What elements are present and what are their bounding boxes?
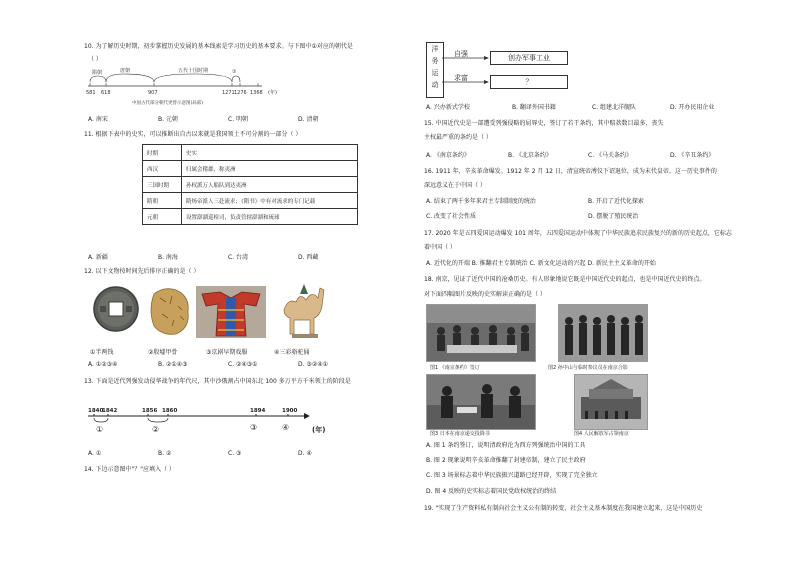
q14-option-b: B. 翻译外国书籍 xyxy=(512,104,556,111)
diagram-side-char: 洋 xyxy=(431,45,439,53)
q14-option-c: C. 组建北洋舰队 xyxy=(592,104,637,111)
q11-option-d: D. 西藏 xyxy=(298,254,319,261)
q10-option-d: D. 清朝 xyxy=(298,116,319,123)
q11-stem: 11. 根据下表中的史实，可以推断出自古以来就是我国领土不可分割的一部分（ ） xyxy=(84,131,302,138)
japan-surrender-photo xyxy=(426,374,536,430)
q12-option-d: D. ③②④① xyxy=(298,361,328,368)
q18-option-a: A. 图 1 条约签订，说明清政府沦为西方列强统治中国的工具 xyxy=(426,442,586,449)
q11-table xyxy=(142,144,358,225)
q10-year-581: 581 xyxy=(86,90,96,96)
q15-option-c: C. 《马关条约》 xyxy=(588,152,633,159)
table-row xyxy=(143,177,358,193)
q10-bracket-tang xyxy=(106,74,154,82)
q12-stem: 12. 以下文物按时间先后排序正确的是（ ） xyxy=(84,268,200,275)
table-row xyxy=(143,161,358,177)
diagram-bottom-box: ？ xyxy=(490,75,568,89)
q13-year-1860: 1860 xyxy=(162,408,178,414)
q16-stem: 16. 1911 年，辛亥革命爆发。1912 年 2 月 12 日，清宣统帝溥仪下诏退位，成为末代皇帝。这一历史事件的 xyxy=(424,168,717,175)
table-cell: 西汉 xyxy=(143,161,182,177)
diagram-side-char: 运 xyxy=(431,69,439,77)
q10-year-618: 618 xyxy=(101,90,111,96)
q10-bracket-wudai xyxy=(154,74,232,82)
q10-bracket-sui xyxy=(90,76,106,82)
q10-bracket-1 xyxy=(232,76,240,82)
q15-option-a: A. 《南京条约》 xyxy=(426,152,470,159)
pla-nanjing-photo xyxy=(574,374,648,430)
q13-stem: 13. 下面是近代列强发动侵华战争的年代尺，其中沙俄割占中国东北 100 多万平方千米领土的阶段是 xyxy=(84,378,351,385)
q10-year-907: 907 xyxy=(148,90,158,96)
diagram-bottom-left: 求富 xyxy=(454,74,468,82)
q10-year-1276: 1276 xyxy=(234,90,247,96)
q12-option-b: B. ②①④③ xyxy=(158,361,188,368)
q13-year-1840: 1840 xyxy=(88,408,104,414)
q10-stem: 10. 为了解历史时期，初步掌握历史发展的基本线索是学习历史的基本要求。与下图中①对应的朝代是 xyxy=(84,43,353,50)
q12-option-a: A. ①②③④ xyxy=(88,361,118,368)
table-cell: 孙权派万人船队到达夷洲 xyxy=(182,177,358,193)
q16-option-d: D. 摆脱了殖民统治 xyxy=(588,213,639,220)
diagram-side-char: 务 xyxy=(431,57,439,65)
q10-label-sui: 隋朝 xyxy=(92,70,103,76)
diagram-top-left: 自强 xyxy=(454,50,468,58)
q18-option-b: B. 图 2 现象说明辛亥革命推翻了封建帝制，建立了民主政府 xyxy=(426,457,586,464)
q13-option-c: C. ③ xyxy=(228,450,242,457)
q15-option-d: D. 《辛丑条约》 xyxy=(670,152,715,159)
q17-stem: 17. 2020 年是五四爱国运动爆发 101 周年，五四爱国运动中体现了中华民族追求民族复兴的新的历史起点，它标志 xyxy=(424,230,732,237)
table-row xyxy=(143,209,358,225)
q14-option-a: A. 兴办新式学校 xyxy=(426,104,470,111)
tricolor-camel-image xyxy=(274,280,330,340)
q16-option-a: A. 结束了两千多年来君主专制制度的统治 xyxy=(426,198,536,205)
q16-option-c: C. 改变了社会性质 xyxy=(426,213,477,220)
q17-stem-2: 着中国（ ） xyxy=(424,244,456,251)
q15-stem: 15. 中国近代史是一部遭受列强侵略的屈辱史，签订了若干条约，其中赔款数目最多，丧失 xyxy=(424,120,664,127)
q10-paren: （ ） xyxy=(88,56,102,63)
q13-timeline xyxy=(84,404,384,440)
q12-caption-3: ③京剧早期戏服 xyxy=(206,349,248,356)
table-row xyxy=(143,145,358,161)
q12-caption-1: ①半两钱 xyxy=(90,349,114,356)
q15-option-b: B. 《北京条约》 xyxy=(508,152,552,159)
q13-year-1894: 1894 xyxy=(250,408,266,414)
q10-label-1: ① xyxy=(232,69,237,75)
q13-mark-1: ① xyxy=(96,425,104,434)
q16-option-b: B. 开启了近代化探索 xyxy=(588,198,644,205)
q12-option-c: C. ②④③① xyxy=(228,361,258,368)
q10-option-b: B. 元朝 xyxy=(158,116,178,123)
q10-caption: 中国古代部分朝代更替示意图(局部) xyxy=(132,101,204,106)
q13-axis-arrow xyxy=(304,413,310,419)
q10-option-c: C. 明朝 xyxy=(228,116,249,123)
table-header-cell: 史实 xyxy=(182,145,358,161)
q18-caption-1: 图1 《南京条约》签订 xyxy=(430,365,480,371)
q18-caption-4: 图4 人民解放军占领南京 xyxy=(574,431,629,437)
q13-unit: (年) xyxy=(312,426,326,434)
table-cell: 设置澎湖巡检司，负责管辖澎湖和琉球 xyxy=(182,209,358,225)
table-cell: 归属会稽郡，称夷洲 xyxy=(182,161,358,177)
q18-stem: 18. 南京，见证了近代中国的沧桑历史。有人形象地说它既是中国近代史的起点，也是中国近代史的终点。 xyxy=(424,276,706,283)
ban-liang-coin-image xyxy=(90,282,146,338)
q14-option-d: D. 开办民用企业 xyxy=(670,104,715,111)
q10-year-1368: 1368 xyxy=(250,90,263,96)
q10-unit: (年) xyxy=(268,90,277,96)
table-cell: 隋朝 xyxy=(143,193,182,209)
q19-stem: 19. "实现了生产资料私有制向社会主义公有制的转变，社会主义基本制度在我国建立起来，这是中国历史 xyxy=(424,505,703,512)
q18-caption-3: 图3 日本在南京递交投降书 xyxy=(430,431,490,437)
treaty-of-nanjing-photo xyxy=(426,304,536,362)
q13-option-a: A. ① xyxy=(88,450,102,457)
q10-label-tang: 唐朝 xyxy=(120,68,131,74)
q11-option-c: C. 台湾 xyxy=(228,254,249,261)
q14-stem: 14. 下边示意图中"？"应填入（ ） xyxy=(84,466,175,473)
q10-year-1271: 1271 xyxy=(222,90,235,96)
table-header-cell: 时期 xyxy=(143,145,182,161)
q10-timeline xyxy=(84,66,284,112)
q15-stem-2: 主权最严重的条约是（ ） xyxy=(424,134,492,141)
sun-yat-sen-photo xyxy=(558,304,648,362)
q18-option-c: C. 图 3 场景标志着中华民族振兴道路已经开辟，实现了完全独立 xyxy=(426,472,598,479)
diagram-top-box: 创办军事工业 xyxy=(490,51,568,65)
q13-mark-3: ③ xyxy=(250,423,258,432)
opera-costume-image xyxy=(196,286,266,338)
table-cell: 元朝 xyxy=(143,209,182,225)
q17-options: A. 近代化的开端 B. 推翻君主专制统治 C. 新文化运动的兴起 D. 新民主主义革命的开始 xyxy=(426,260,656,267)
q13-year-1856: 1856 xyxy=(142,408,158,414)
q16-stem-2: 深远意义在于中国（ ） xyxy=(424,182,486,189)
diagram-side-char: 动 xyxy=(431,81,439,89)
table-cell: 隋炀帝派人三赴流求；《隋书》中有对流求的专门记载 xyxy=(182,193,358,209)
q13-mark-4: ④ xyxy=(282,423,290,432)
q11-option-a: A. 新疆 xyxy=(88,254,108,261)
q13-year-1900: 1900 xyxy=(282,408,298,414)
q12-caption-4: ④三彩骆驼俑 xyxy=(274,349,310,356)
q13-mark-2: ② xyxy=(152,425,160,434)
oracle-bone-image xyxy=(146,284,196,338)
q18-option-d: D. 图 4 反映的史实标志着国民党政权统治的终结 xyxy=(426,488,557,495)
q13-option-d: D. ④ xyxy=(298,450,312,457)
table-row xyxy=(143,193,358,209)
q13-option-b: B. ② xyxy=(158,450,172,457)
q18-caption-2: 图2 孙中山与临时参议员在南京合影 xyxy=(548,365,628,371)
q11-option-b: B. 南海 xyxy=(158,254,178,261)
q12-caption-2: ②殷墟甲骨 xyxy=(148,349,178,356)
table-cell: 三国时期 xyxy=(143,177,182,193)
q18-stem-2: 对下面四幅图片反映的史实解读正确的是（ ） xyxy=(424,291,546,298)
q10-option-a: A. 南宋 xyxy=(88,116,108,123)
q13-year-1842: 1842 xyxy=(102,408,118,414)
q10-label-wudai: 五代十国时期 xyxy=(178,68,209,74)
